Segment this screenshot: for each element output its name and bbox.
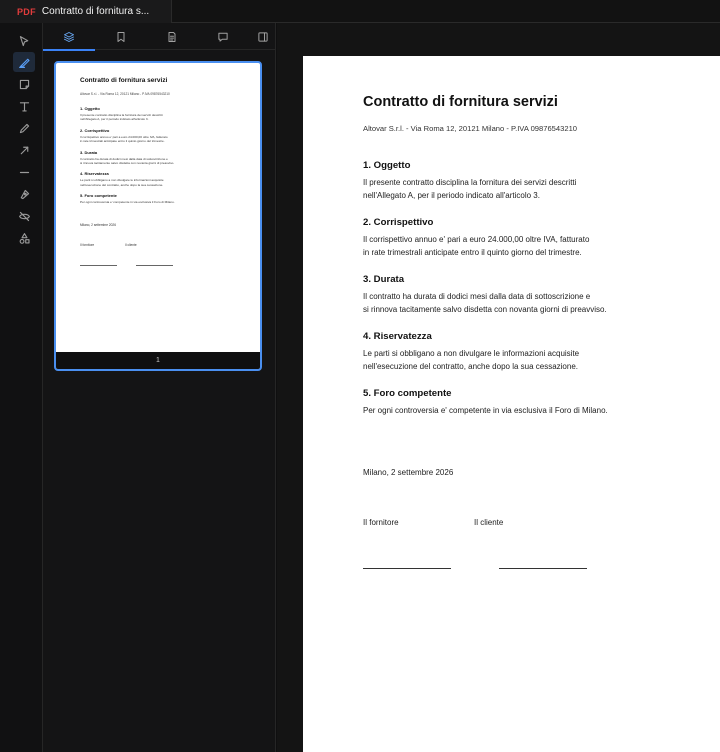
bookmark-icon xyxy=(115,31,127,43)
signatory-label: Il cliente xyxy=(474,518,504,527)
thumbnail-section-line: in rate trimestrali anticipate entro il quinto giorno del trimestre. xyxy=(80,139,165,144)
thumbnail-section xyxy=(80,171,250,187)
thumbnail-signature-line xyxy=(136,265,173,266)
thumbnail-date: Milano, 2 settembre 2026 xyxy=(80,222,116,227)
section-heading: 2. Corrispettivo xyxy=(363,217,434,228)
arrow-tool-button[interactable] xyxy=(13,140,35,160)
section-text-line: nell'Allegato A, per il periodo indicato all'articolo 3. xyxy=(363,191,540,200)
pdf-page[interactable] xyxy=(303,56,720,752)
contract-section xyxy=(363,217,589,259)
sidebar-panel xyxy=(43,23,276,752)
sticky-note-icon xyxy=(18,78,31,91)
document-tab-title: Contratto di fornitura s... xyxy=(41,6,150,17)
thumbnail-section-line: Il corrispettivo annuo e' pari a euro 24.000,00 oltre IVA, fatturato xyxy=(80,134,168,139)
stamp-tool-button[interactable] xyxy=(13,184,35,204)
thumbnail-section xyxy=(80,193,250,204)
contract-section xyxy=(363,160,576,202)
text-icon xyxy=(18,100,31,113)
page-title: Contratto di fornitura servizi xyxy=(363,94,558,110)
thumbnail-section-heading: 3. Durata xyxy=(80,149,98,155)
thumbnail-section-heading: 5. Foro competente xyxy=(80,193,117,199)
date-line: Milano, 2 settembre 2026 xyxy=(363,468,454,477)
signature-line xyxy=(499,568,587,569)
thumbnail-signatory: Il cliente xyxy=(125,242,137,247)
thumbnail-section-line: Il contratto ha durata di dodici mesi dalla data di sottoscrizione e xyxy=(80,156,168,161)
tab-thumbnails[interactable] xyxy=(43,23,95,50)
thumbnail-title: Contratto di fornitura servizi xyxy=(80,77,168,84)
section-text-line: Il corrispettivo annuo e' pari a euro 24.000,00 oltre IVA, fatturato xyxy=(363,235,590,244)
hide-annotations-button[interactable] xyxy=(13,206,35,226)
cursor-arrow-icon xyxy=(18,35,31,48)
eye-off-icon xyxy=(18,210,31,223)
comment-icon xyxy=(217,31,229,43)
arrow-diagonal-icon xyxy=(18,144,31,157)
thumbnail-page-number: 1 xyxy=(56,352,260,369)
thumbnail-subtitle: Altovar S.r.l. - Via Roma 12, 20121 Milano - P.IVA 09876543210 xyxy=(80,92,170,96)
document-tab[interactable] xyxy=(0,0,172,23)
thumbnail-signature-line xyxy=(80,265,117,266)
thumbnail-signatory: Il fornitore xyxy=(80,242,95,247)
document-icon xyxy=(166,31,178,43)
line-tool-button[interactable] xyxy=(13,162,35,182)
thumbnail-sections xyxy=(80,106,250,205)
contract-section xyxy=(363,331,579,373)
signatory-label: Il fornitore xyxy=(363,518,399,527)
tab-document-info[interactable] xyxy=(146,23,198,50)
select-tool-button[interactable] xyxy=(13,31,35,51)
thumbnail-section xyxy=(80,106,250,122)
thumbnail-section-line: nell'esecuzione del contratto, anche dopo la sua cessazione. xyxy=(80,182,164,187)
title-bar xyxy=(0,0,720,23)
section-text-line: si rinnova tacitamente salvo disdetta con novanta giorni di preavviso. xyxy=(363,305,607,314)
thumbnail-section-heading: 1. Oggetto xyxy=(80,106,100,111)
thumbnail-section-heading: 2. Corrispettivo xyxy=(80,127,110,133)
thumbnail-section-line: nell'Allegato A, per il periodo indicato all'articolo 3. xyxy=(80,117,149,122)
highlighter-icon xyxy=(18,56,31,69)
contract-section xyxy=(363,388,608,417)
stamp-icon xyxy=(18,188,31,201)
page-thumbnail[interactable] xyxy=(54,61,262,371)
thumbnail-section-line: Le parti si obbligano a non divulgare le informazioni acquisite xyxy=(80,178,164,183)
shapes-tool-button[interactable] xyxy=(13,228,35,248)
text-tool-button[interactable] xyxy=(13,96,35,116)
company-info: Altovar S.r.l. - Via Roma 12, 20121 Milano - P.IVA 09876543210 xyxy=(363,124,578,133)
section-text-line: Il contratto ha durata di dodici mesi dalla data di sottoscrizione e xyxy=(363,292,591,301)
layers-icon xyxy=(63,31,75,43)
section-heading: 5. Foro competente xyxy=(363,388,452,399)
thumbnail-section-line: Il presente contratto disciplina la fornitura dei servizi descritti xyxy=(80,113,163,117)
section-text-line: in rate trimestrali anticipate entro il quinto giorno del trimestre. xyxy=(363,248,582,257)
section-text-line: Per ogni controversia e' competente in via esclusiva il Foro di Milano. xyxy=(363,406,608,415)
tab-bookmarks[interactable] xyxy=(95,23,147,50)
section-heading: 3. Durata xyxy=(363,274,405,285)
section-text-line: nell'esecuzione del contratto, anche dopo la sua cessazione. xyxy=(363,362,579,371)
contract-section xyxy=(363,274,607,316)
thumbnail-section xyxy=(80,150,250,166)
pen-tool-button[interactable] xyxy=(13,118,35,138)
note-tool-button[interactable] xyxy=(13,74,35,94)
thumbnail-section-line: Per ogni controversia e' competente in via esclusiva il Foro di Milano. xyxy=(80,200,175,205)
thumbnail-section-line: si rinnova tacitamente salvo disdetta con novanta giorni di preavviso. xyxy=(80,161,175,166)
thumbnail-section xyxy=(80,128,250,144)
shapes-icon xyxy=(18,232,31,245)
sidebar-tabs xyxy=(43,23,276,50)
annotation-toolbar xyxy=(0,23,43,752)
sidebar-toggle-icon xyxy=(257,31,269,43)
section-text-line: Le parti si obbligano a non divulgare le informazioni acquisite xyxy=(363,349,580,358)
thumbnail-signature-lines xyxy=(80,261,250,273)
thumbnail-content xyxy=(80,77,250,273)
pdf-badge: PDF xyxy=(17,6,36,17)
thumbnail-section-heading: 4. Riservatezza xyxy=(80,171,109,177)
document-viewer[interactable] xyxy=(277,23,720,752)
section-text-line: Il presente contratto disciplina la fornitura dei servizi descritti xyxy=(363,178,577,187)
section-heading: 1. Oggetto xyxy=(363,160,411,171)
highlighter-tool-button[interactable] xyxy=(13,52,35,72)
line-icon xyxy=(18,166,31,179)
thumbnail-signatories xyxy=(80,243,250,253)
section-heading: 4. Riservatezza xyxy=(363,331,432,342)
signature-line xyxy=(363,568,451,569)
page-header xyxy=(363,94,663,133)
pen-icon xyxy=(18,122,31,135)
